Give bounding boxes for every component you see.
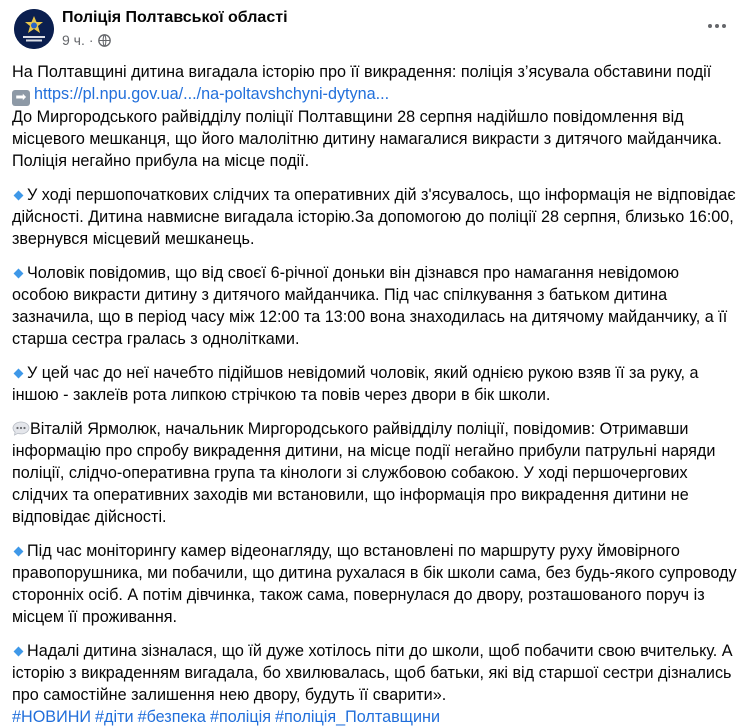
globe-icon bbox=[98, 34, 111, 47]
post-headline: На Полтавщині дитина вигадала історію про її викрадення: поліція з’ясувала обставини події bbox=[12, 63, 712, 81]
page-name[interactable]: Поліція Полтавської області bbox=[62, 9, 288, 26]
hashtag-link[interactable]: #поліція_Полтавщини bbox=[275, 708, 441, 726]
post-paragraph: До Миргородського райвідділу поліції Полтавщини 28 серпня надійшло повідомлення від місцевого мешканця, що його малолітню дитину намагалися викрасти з дитячого майданчика. Поліція негайно прибула на місце події. bbox=[12, 108, 722, 170]
small-blue-diamond-icon bbox=[13, 190, 24, 201]
post-link-line bbox=[12, 83, 738, 106]
paragraph-text: Віталій Ярмолюк, начальник Миргородського райвідділу поліції, повідомив: Отримавши інформацію про спробу викрадення дитини, на місце події негайно прибули патрульні наряди поліції, слідчо-оперативна група та кінологи зі службовою собакою. У ході першочергових слідчих та оперативних заходів ми встановили, що інформація про викрадення дитини не відповідає дійсності. bbox=[12, 420, 716, 526]
post-paragraph bbox=[12, 262, 738, 350]
post-paragraph bbox=[12, 184, 738, 250]
paragraph-text: Чоловік повідомив, що від своєї 6-річної доньки він дізнався про намагання невідомою особою викрасти дитину з дитячого майданчика. Під час спілкування з батьком дитина зазначила, що в період часу між 12:00 та 13:00 вона знаходилась на дитячому майданчику, а її старша сестра гралась з однолітками. bbox=[12, 264, 728, 348]
hashtag-link[interactable]: #поліція bbox=[209, 708, 272, 726]
post-meta bbox=[62, 32, 111, 48]
meta-separator: · bbox=[88, 32, 94, 48]
post-paragraph bbox=[12, 540, 738, 628]
hashtag-list bbox=[12, 706, 738, 728]
more-options-icon[interactable] bbox=[701, 14, 733, 38]
small-blue-diamond-icon bbox=[13, 646, 24, 657]
post-paragraph bbox=[12, 418, 738, 528]
paragraph-text: У цей час до неї начебто підійшов невідомий чоловік, який однією рукою взяв її за руку, а іншою - заклеїв рота липкою стрічкою та повів через двори в бік школи. bbox=[12, 364, 699, 404]
hashtag-link[interactable]: #безпека bbox=[137, 708, 206, 726]
article-link[interactable]: https://pl.npu.gov.ua/.../na-poltavshchyni-dytyna... bbox=[34, 85, 390, 103]
arrow-right-icon: ➡ bbox=[12, 90, 30, 106]
small-blue-diamond-icon bbox=[13, 268, 24, 279]
small-blue-diamond-icon bbox=[13, 546, 24, 557]
speech-bubble-icon bbox=[12, 420, 30, 435]
police-badge-logo bbox=[14, 9, 54, 49]
hashtag-link[interactable]: #НОВИНИ bbox=[12, 708, 92, 726]
post-time[interactable]: 9 ч. bbox=[62, 32, 85, 48]
paragraph-text: У ході першопочаткових слідчих та оперативних дій з'ясувалось, що інформація не відповідає дійсності. Дитина навмисне вигадала історію.За допомогою до поліції 28 серпня, близько 16:00, звернувся місцевий мешканець. bbox=[12, 186, 736, 248]
avatar[interactable] bbox=[14, 9, 54, 49]
paragraph-text: Надалі дитина зізналася, що їй дуже хотілось піти до школи, щоб побачити свою вчительку. А історію з викраденням вигадала, бо хвилювалась, щоб батьки, які від старшої сестри дізнались про самостійне залишення нею двору, будуть її сварити». bbox=[12, 642, 733, 704]
small-blue-diamond-icon bbox=[13, 368, 24, 379]
post-body bbox=[12, 61, 738, 728]
hashtag-link[interactable]: #діти bbox=[95, 708, 134, 726]
post-header bbox=[14, 6, 737, 56]
paragraph-text: Під час моніторингу камер відеонагляду, що встановлені по маршруту руху ймовірного правопорушника, ми побачили, що дитина рухалася в бік школи сама, без будь-якого супроводу сторонніх осіб. А потім дівчинка, також сама, повернулася до двору, розташованого поруч із місцем її проживання. bbox=[12, 542, 737, 626]
post-paragraph bbox=[12, 362, 738, 406]
post-paragraph bbox=[12, 640, 738, 706]
